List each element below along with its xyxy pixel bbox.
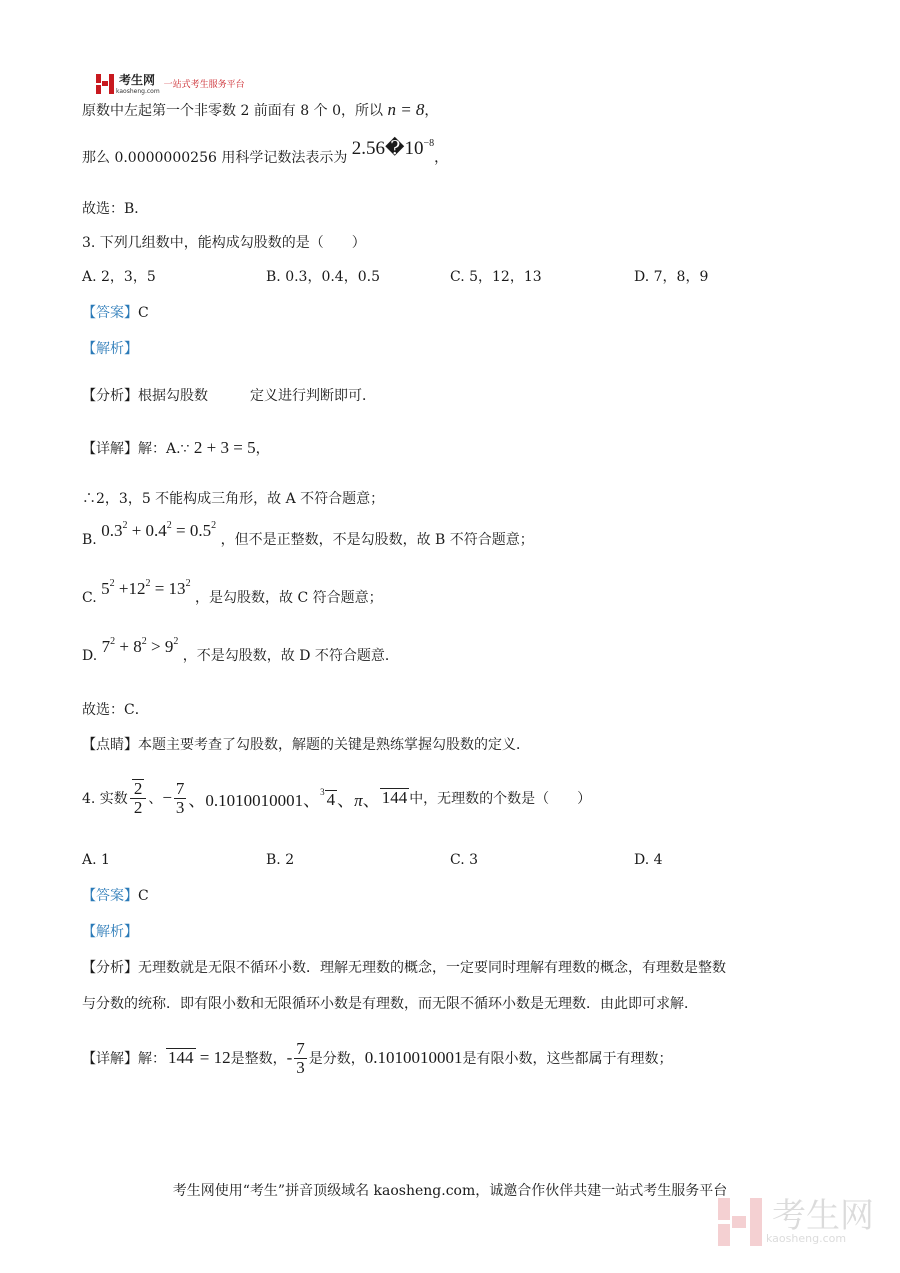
q4-decimal: 、0.1010010001、 xyxy=(188,790,321,810)
kaosheng-watermark-icon xyxy=(718,1198,766,1246)
q4-detail-frac-7-over-3: $\frac{7}{3}$ xyxy=(296,1038,305,1077)
watermark-url: kaosheng.com xyxy=(766,1232,847,1245)
footer-watermark xyxy=(718,1198,874,1246)
q4-sqrt144-equals-12: 144 = 12 xyxy=(168,1048,231,1067)
q3-line-a: ∴2，3，5 不能构成三角形，故 A 不符合题意； xyxy=(82,491,385,507)
q2-scientific-notation: $2.56�10^{-8}$ xyxy=(351,138,435,159)
q4-cube-root-4: $^3$ 4 xyxy=(320,786,336,809)
q3-option-b: B. 0.3，0.4，0.5 xyxy=(266,269,380,285)
logo-url: kaosheng.com xyxy=(116,88,160,95)
q3-dianjing: 【点睛】本题主要考查了勾股数，解题的关键是熟练掌握勾股数的定义． xyxy=(82,737,530,753)
q2-choice: 故选：B． xyxy=(82,201,149,217)
watermark-name: 考生网 xyxy=(772,1196,874,1236)
q4-frac-sqrt2-over-2: $\frac{2}{2}$ xyxy=(130,779,147,817)
q3-option-c: C. 5，12，13 xyxy=(450,269,542,285)
q3-fenxi: 【分析】根据勾股数 定义进行判断即可． xyxy=(82,388,376,404)
answer-tag: 【答案】 xyxy=(82,888,138,904)
q3-c-equation: $5^2 +12^2 = 13^2$ xyxy=(101,578,191,598)
q4-pi: 、π、 xyxy=(337,790,380,810)
q3-option-d: D. 7，8，9 xyxy=(634,269,709,285)
q3-choice: 故选：C． xyxy=(82,702,149,718)
q4-option-b: B. 2 xyxy=(266,852,295,868)
q3-option-a: A. 2，3，5 xyxy=(82,269,156,285)
logo-name: 考生网 xyxy=(119,73,156,87)
q4-fenxi-line1: 【分析】无理数就是无限不循环小数．理解无理数的概念，一定要同时理解有理数的概念，有理数是整数 xyxy=(82,960,726,976)
q4-detail: 【详解】解： 144 = 12 是整数， - $\frac{7}{3}$ 是分数， 0.1010010001 是有限小数，这些都属于有理数； xyxy=(82,1038,673,1077)
q4-option-a: A. 1 xyxy=(82,852,110,868)
q4-sqrt-144: 144 xyxy=(381,788,408,807)
q2-n-equation: n = 8 xyxy=(387,100,425,119)
q2-line2: 那么 0.0000000256 用科学记数法表示为 $2.56�10^{-8}$， xyxy=(82,138,449,166)
q3-sum-inequality: 2 + 3 = 5 xyxy=(193,438,256,457)
q3-detail-line: 【详解】解：A.∵ 2 + 3 = 5， xyxy=(82,438,270,457)
q4-fenxi-line2: 与分数的统称．即有限小数和无限循环小数是有理数，而无限不循环小数是无理数．由此即可求解． xyxy=(82,996,698,1012)
q3-line-c: C. $5^2 +12^2 = 13^2$ ，是勾股数，故 C 符合题意； xyxy=(82,578,383,606)
answer-tag: 【答案】 xyxy=(82,305,138,321)
q3-line-b: B. $0.3^2 + 0.4^2 = 0.5^2$ ，但不是正整数，不是勾股数，故 B 不符合题意； xyxy=(82,520,534,548)
q3-b-equation: $0.3^2 + 0.4^2 = 0.5^2$ xyxy=(101,520,217,540)
q4-analysis-tag: 【解析】 xyxy=(82,924,138,940)
q4-option-d: D. 4 xyxy=(634,852,663,868)
q3-answer: 【答案】C xyxy=(82,305,149,321)
q2-line1: 原数中左起第一个非零数 2 前面有 8 个 0，所以 n = 8， xyxy=(82,100,439,119)
q3-analysis-tag: 【解析】 xyxy=(82,341,138,357)
logo-slogan: 一站式考生服务平台 xyxy=(163,80,245,90)
header-logo xyxy=(96,72,245,95)
q4-stem: 4. 实数 $\frac{2}{2}$ 、 − $\frac{7}{3}$ 、0.1010010001、 $^3$ 4 、π、 144 中，无理数的个数是（ ） xyxy=(82,778,592,817)
q4-frac-7-over-3: $\frac{7}{3}$ xyxy=(175,778,185,817)
q3-stem: 3. 下列几组数中，能构成勾股数的是（ ） xyxy=(82,235,366,251)
q4-answer: 【答案】C xyxy=(82,888,149,904)
kaosheng-logo-icon xyxy=(96,74,116,94)
q4-option-c: C. 3 xyxy=(450,852,479,868)
footer-text: 考生网使用“考生”拼音顶级域名 kaosheng.com，诚邀合作伙伴共建一站式考生服务平台 xyxy=(172,1183,728,1199)
q3-d-inequality: $7^2 + 8^2 > 9^2$ xyxy=(101,636,179,656)
q3-line-d: D. $7^2 + 8^2 > 9^2$ ，不是勾股数，故 D 不符合题意． xyxy=(82,636,399,664)
